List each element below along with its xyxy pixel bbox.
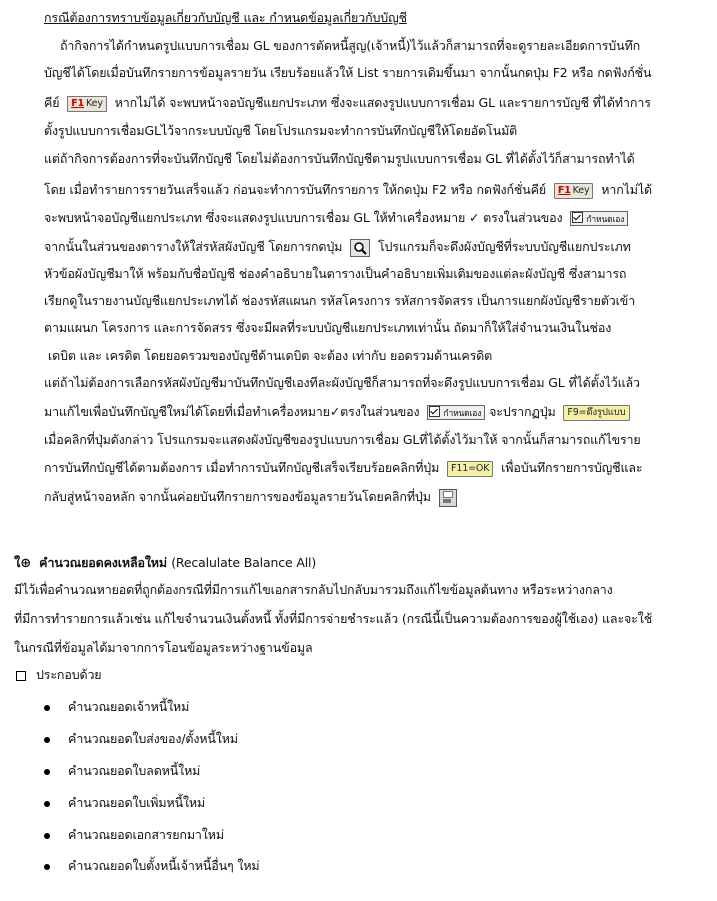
section-title-en: (Recalulate Balance All) [171,555,317,570]
para2-line2-suffix: หากไม่ได้ [601,182,652,197]
f1-key-button-2[interactable] [554,183,594,199]
para1-line3-text: หากไม่ได้ จะพบหน้าจอบัญชีแยกประเภท ซึ่งจะแสดงรูปแบบการเชื่อม GL และรายการบัญชี ที่ได้ทำการ [114,95,651,110]
list-item [44,761,200,781]
para2-line3-text: จะพบหน้าจอบัญชีแยกประเภท ซึ่งจะแสดงรูปแบบการเชื่อม GL ให้ทำเครื่องหมาย [44,210,466,225]
f1-key-button[interactable] [67,96,107,112]
para2-line1: แต่ถ้ากิจการต้องการที่จะบันทึกบัญชี โดยไม่ต้องการบันทึกบัญชีตามรูปแบบการเชื่อม GL ที่ได้ตั้งไว้ก็สามารถทำได้ [44,151,635,166]
f9-pull-format-button[interactable]: F9=ดึงรูปแบบ [563,405,629,421]
consists-of-label: ประกอบด้วย [36,667,102,682]
f11-ok-button[interactable]: F11=OK [447,461,493,477]
para3-line5 [44,487,457,507]
para2-line8: เดบิต และ เครดิต โดยยอดรวมของบัญชีด้านเดบิต จะต้อง เท่ากับ ยอดรวมด้านเครดิต [48,348,493,363]
para3-line2 [44,402,634,422]
para2-line3 [44,208,628,228]
bullet-icon [44,864,50,870]
bullet-icon [44,705,50,711]
list-item [44,793,205,813]
para1-line4: ตั้งรูปแบบการเชื่อมGLไว้จากระบบบัญชี โดยโปรแกรมจะทำการบันทึกบัญชีให้โดยอัตโนมัติ [44,123,518,138]
para2-line6: เรียกดูในรายงานบัญชีแยกประเภทได้ ช่องรหัสแผนก รหัสโครงการ รหัสการจัดสรร เป็นการแยกผังบัญชีรายตัวเข้า [44,293,636,308]
para3-line5-text: กลับสู่หน้าจอหลัก จากนั้นค่อยบันทึกรายการของข้อมูลรายวันโดยคลิกที่ปุ่ม [44,489,431,504]
set-self-checkbox-2[interactable] [427,405,485,420]
para3-line4 [44,458,642,478]
para2-line2-text: โดย เมื่อทำรายการรายวันเสร็จแล้ว ก่อนจะทำการบันทึกรายการ ให้กดปุ่ม F2 หรือ กดฟังก์ชั่นคีย์ [44,182,547,197]
section-desc-line3: ในกรณีที่ข้อมูลได้มาจากการโอนข้อมูลระหว่างฐานข้อมูล [14,640,313,655]
para3-line2-mid: ตรงในส่วนของ [340,404,420,419]
search-icon [351,240,369,256]
para2-line4 [44,237,631,257]
list-item-label: คำนวณยอดเอกสารยกมาใหม่ [68,827,224,842]
section-title-th: คำนวณยอดคงเหลือใหม่ [39,555,167,570]
consists-of [16,665,101,685]
para3-line4-suffix: เพื่อบันทึกรายการบัญชีและ [501,460,643,475]
list-item [44,825,224,845]
f1-label-2: F1 [557,184,571,196]
section-desc-line1: มีไว้เพื่อคำนวณหายอดที่ถูกต้องกรณีที่มีการแก้ไขเอกสารกลับไปกลับมารวมถึงแก้ไขข้อมูลต้นทาง หรือระหว่างกลาง [14,582,613,597]
f1-label: F1 [71,97,85,109]
para3-line2-text: มาแก้ไขเพื่อบันทึกบัญชีใหม่ได้โดยที่เมื่อทำเครื่องหมาย [44,404,330,419]
set-self-checkbox[interactable] [570,211,628,226]
list-item-label: คำนวณยอดใบตั้งหนี้เจ้าหนี้อื่นๆ ใหม่ [68,858,260,873]
para2-line4-suffix: โปรแกรมก็จะดึงผังบัญชีที่ระบบบัญชีแยกประเภท [377,239,631,254]
list-item [44,697,189,717]
bullet-icon [44,833,50,839]
check-mark-icon: ✓ [468,210,480,225]
para2-line2 [44,180,652,200]
list-item-label: คำนวณยอดใบส่งของ/ตั้งหนี้ใหม่ [68,731,238,746]
para2-line5: หัวข้อผังบัญชีมาให้ พร้อมกับชื่อบัญชี ช่องคำอธิบายในตารางเป็นคำอธิบายเพิ่มเติมของแต่ละผังบัญชี ซึ่งสามารถ [44,266,627,281]
para3-line1: แต่ถ้าไม่ต้องการเลือกรหัสผังบัญชีมาบันทึกบัญชีเองทีละผังบัญชีก็สามารถที่จะดึงรูปแบบการเชื่อม GL ที่ได้ตั้งไว้แล้ว [44,375,640,390]
search-account-button[interactable] [350,239,370,257]
list-item [44,729,238,749]
para1-line3-prefix: คีย์ [44,95,60,110]
section-desc-line2: ที่มีการทำรายการแล้วเช่น แก้ไขจำนวนเงินตั้งหนี้ ทั้งที่มีการจ่ายชำระแล้ว (กรณีนี้เป็นความต้องการของผู้ใช้เอง) และจะใช้ [14,611,653,626]
para2-line3-suffix: ตรงในส่วนของ [483,210,563,225]
list-item [44,856,260,876]
para2-line7: ตามแผนก โครงการ และการจัดสรร ซึ่งจะมีผลที่ระบบบัญชีแยกประเภทเท่านั้น ถัดมาก็ให้ใส่จำนวนเงินในช่อง [44,320,612,335]
set-self-label-2: กำหนดเอง [443,409,482,419]
list-item-label: คำนวณยอดเจ้าหนี้ใหม่ [68,699,190,714]
bullet-icon [44,801,50,807]
heading: กรณีต้องการทราบข้อมูลเกี่ยวกับบัญชี และ กำหนดข้อมูลเกี่ยวกับบัญชี [44,10,407,25]
para1-line3 [44,93,651,113]
key-label-2: Key [572,184,590,196]
section-title [14,553,316,574]
checkbox-bullet-icon [16,671,26,681]
save-icon[interactable] [439,489,457,507]
section-icon: ใ⊕ [14,556,31,571]
para1-line1: ถ้ากิจการได้กำหนดรูปแบบการเชื่อม GL ของการตัดหนี้สูญ(เจ้าหนี้)ไว้แล้วก็สามารถที่จะดูรายละเอียดการบันทึก [60,38,640,53]
key-label: Key [86,97,103,109]
list-item-label: คำนวณยอดใบลดหนี้ใหม่ [68,763,201,778]
para3-line2-suffix: จะปรากฏปุ่ม [489,404,556,419]
checkbox-icon [572,212,583,223]
para3-line4-text: การบันทึกบัญชีได้ตามต้องการ เมื่อทำการบันทึกบัญชีเสร็จเรียบร้อยคลิกที่ปุ่ม [44,460,440,475]
bullet-icon [44,737,50,743]
set-self-label: กำหนดเอง [586,215,625,225]
para2-line4-text: จากนั้นในส่วนของตารางให้ใส่รหัสผังบัญชี โดยการกดปุ่ม [44,239,343,254]
bullet-icon [44,769,50,775]
checkbox-icon-2 [429,406,440,417]
para3-line3: เมื่อคลิกที่ปุ่มดังกล่าว โปรแกรมจะแสดงผังบัญชีของรูปแบบการเชื่อม GLที่ได้ตั้งไว้มาให้ จากนั้นก็สามารถแก้ไขราย [44,432,641,447]
list-item-label: คำนวณยอดใบเพิ่มหนี้ใหม่ [68,795,206,810]
check-mark-icon-2: ✓ [329,404,341,419]
para1-line2: บัญชีได้โดยเมื่อบันทึกรายการข้อมูลรายวัน เรียบร้อยแล้วให้ List รายการเดิมขึ้นมา จากนั้นกดปุ่ม F2 หรือ กดฟังก์ชั่น [44,65,652,80]
